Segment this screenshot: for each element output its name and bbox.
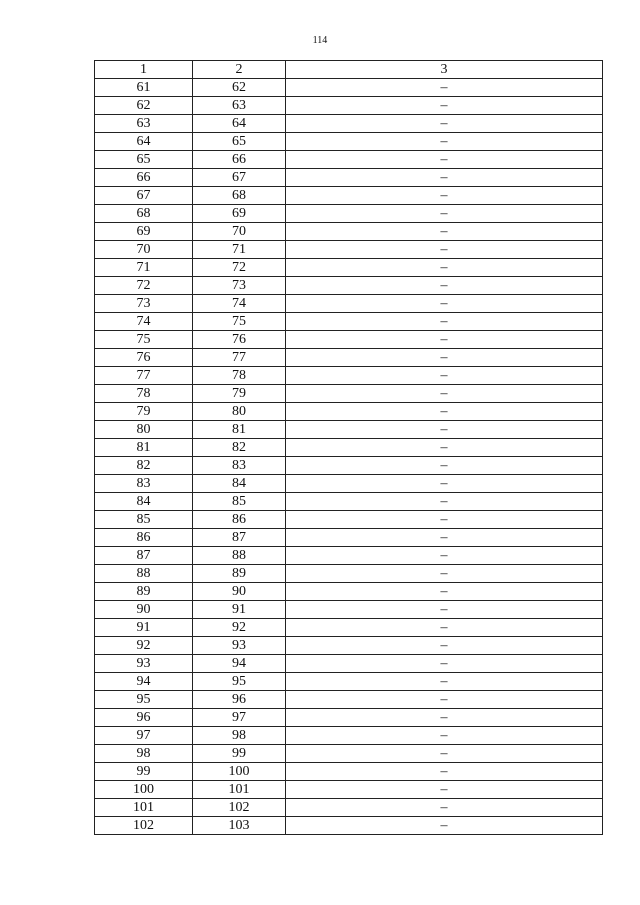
- table-cell-col-2: 98: [193, 727, 286, 745]
- table-row: [95, 691, 603, 709]
- table-row: [95, 115, 603, 133]
- table-cell-col-2: 71: [193, 241, 286, 259]
- table-cell-col-3: –: [286, 745, 603, 763]
- table-cell-col-3: –: [286, 565, 603, 583]
- table-cell-col-1: 67: [95, 187, 193, 205]
- table-cell-col-1: 100: [95, 781, 193, 799]
- table-row: [95, 799, 603, 817]
- table-row: [95, 259, 603, 277]
- table-cell-col-2: 81: [193, 421, 286, 439]
- table-cell-col-3: –: [286, 529, 603, 547]
- table-cell-col-2: 103: [193, 817, 286, 835]
- table-cell-col-3: –: [286, 817, 603, 835]
- table-cell-col-1: 63: [95, 115, 193, 133]
- table-cell-col-2: 80: [193, 403, 286, 421]
- table-cell-col-1: 90: [95, 601, 193, 619]
- table-cell-col-3: –: [286, 673, 603, 691]
- table-cell-col-2: 70: [193, 223, 286, 241]
- table-cell-col-2: 83: [193, 457, 286, 475]
- table-cell-col-3: –: [286, 97, 603, 115]
- table-cell-col-3: –: [286, 295, 603, 313]
- table-cell-col-2: 90: [193, 583, 286, 601]
- table-cell-col-3: –: [286, 493, 603, 511]
- table-row: [95, 727, 603, 745]
- table-body: [95, 61, 603, 835]
- table-cell-col-2: 73: [193, 277, 286, 295]
- table-cell-col-1: 82: [95, 457, 193, 475]
- table-cell-col-2: 91: [193, 601, 286, 619]
- table-cell-col-2: 76: [193, 331, 286, 349]
- table-cell-col-1: 75: [95, 331, 193, 349]
- table-cell-col-1: 80: [95, 421, 193, 439]
- table-cell-col-2: 87: [193, 529, 286, 547]
- table-cell-col-1: 72: [95, 277, 193, 295]
- table-row: [95, 241, 603, 259]
- table-row: [95, 367, 603, 385]
- table-cell-col-1: 74: [95, 313, 193, 331]
- table-row: [95, 745, 603, 763]
- table-cell-col-3: –: [286, 655, 603, 673]
- table-header-row: [95, 61, 603, 79]
- table-cell-col-1: 97: [95, 727, 193, 745]
- table-row: [95, 331, 603, 349]
- table-cell-col-1: 86: [95, 529, 193, 547]
- table-cell-col-1: 78: [95, 385, 193, 403]
- table-row: [95, 439, 603, 457]
- table-cell-col-2: 63: [193, 97, 286, 115]
- table-cell-col-2: 84: [193, 475, 286, 493]
- table-cell-col-3: –: [286, 439, 603, 457]
- table-cell-col-1: 66: [95, 169, 193, 187]
- table-cell-col-1: 61: [95, 79, 193, 97]
- table-row: [95, 583, 603, 601]
- table-cell-col-3: –: [286, 331, 603, 349]
- column-header-3: 3: [286, 61, 603, 79]
- column-header-2: 2: [193, 61, 286, 79]
- table-row: [95, 187, 603, 205]
- table-cell-col-3: –: [286, 781, 603, 799]
- table-cell-col-2: 69: [193, 205, 286, 223]
- table-cell-col-2: 74: [193, 295, 286, 313]
- table-row: [95, 511, 603, 529]
- table-cell-col-2: 93: [193, 637, 286, 655]
- table-cell-col-1: 70: [95, 241, 193, 259]
- table-row: [95, 313, 603, 331]
- table-row: [95, 205, 603, 223]
- table-cell-col-2: 85: [193, 493, 286, 511]
- table-cell-col-2: 72: [193, 259, 286, 277]
- table-row: [95, 97, 603, 115]
- table-cell-col-3: –: [286, 601, 603, 619]
- table-cell-col-2: 64: [193, 115, 286, 133]
- table-cell-col-2: 67: [193, 169, 286, 187]
- table-cell-col-3: –: [286, 727, 603, 745]
- table-cell-col-3: –: [286, 223, 603, 241]
- table-cell-col-2: 75: [193, 313, 286, 331]
- data-table: [94, 60, 603, 835]
- table-cell-col-1: 101: [95, 799, 193, 817]
- table-cell-col-1: 88: [95, 565, 193, 583]
- table-cell-col-3: –: [286, 799, 603, 817]
- table-cell-col-3: –: [286, 547, 603, 565]
- table-cell-col-1: 62: [95, 97, 193, 115]
- table-cell-col-2: 102: [193, 799, 286, 817]
- table-row: [95, 475, 603, 493]
- table-cell-col-2: 89: [193, 565, 286, 583]
- table-cell-col-2: 100: [193, 763, 286, 781]
- table-cell-col-1: 64: [95, 133, 193, 151]
- table-cell-col-2: 65: [193, 133, 286, 151]
- table-cell-col-3: –: [286, 763, 603, 781]
- table-cell-col-1: 73: [95, 295, 193, 313]
- table-cell-col-3: –: [286, 133, 603, 151]
- table-cell-col-1: 94: [95, 673, 193, 691]
- table-cell-col-1: 99: [95, 763, 193, 781]
- table-cell-col-2: 66: [193, 151, 286, 169]
- table-cell-col-1: 96: [95, 709, 193, 727]
- table-cell-col-3: –: [286, 205, 603, 223]
- table-cell-col-3: –: [286, 421, 603, 439]
- table-row: [95, 295, 603, 313]
- table-cell-col-2: 62: [193, 79, 286, 97]
- table-row: [95, 79, 603, 97]
- table-cell-col-3: –: [286, 79, 603, 97]
- table-cell-col-2: 79: [193, 385, 286, 403]
- table-cell-col-2: 88: [193, 547, 286, 565]
- table-cell-col-3: –: [286, 259, 603, 277]
- table-cell-col-2: 101: [193, 781, 286, 799]
- table-cell-col-3: –: [286, 169, 603, 187]
- table-row: [95, 223, 603, 241]
- table-row: [95, 133, 603, 151]
- table-row: [95, 781, 603, 799]
- table-cell-col-1: 91: [95, 619, 193, 637]
- table-cell-col-1: 92: [95, 637, 193, 655]
- table-row: [95, 709, 603, 727]
- table-row: [95, 817, 603, 835]
- column-header-1: 1: [95, 61, 193, 79]
- table-cell-col-2: 96: [193, 691, 286, 709]
- table-row: [95, 529, 603, 547]
- table-cell-col-1: 79: [95, 403, 193, 421]
- table-cell-col-2: 99: [193, 745, 286, 763]
- table-cell-col-2: 78: [193, 367, 286, 385]
- table-row: [95, 547, 603, 565]
- table-row: [95, 277, 603, 295]
- table-cell-col-2: 97: [193, 709, 286, 727]
- table-cell-col-3: –: [286, 367, 603, 385]
- table-cell-col-1: 68: [95, 205, 193, 223]
- table-row: [95, 421, 603, 439]
- table-row: [95, 673, 603, 691]
- table-cell-col-2: 92: [193, 619, 286, 637]
- table-cell-col-2: 68: [193, 187, 286, 205]
- table-cell-col-2: 86: [193, 511, 286, 529]
- table-row: [95, 601, 603, 619]
- table-cell-col-2: 77: [193, 349, 286, 367]
- table-cell-col-3: –: [286, 457, 603, 475]
- table-cell-col-1: 76: [95, 349, 193, 367]
- table-cell-col-1: 98: [95, 745, 193, 763]
- table-cell-col-3: –: [286, 583, 603, 601]
- table-cell-col-3: –: [286, 241, 603, 259]
- table-cell-col-3: –: [286, 619, 603, 637]
- table-cell-col-3: –: [286, 115, 603, 133]
- table-cell-col-1: 87: [95, 547, 193, 565]
- table-cell-col-3: –: [286, 349, 603, 367]
- table-row: [95, 619, 603, 637]
- table-cell-col-3: –: [286, 475, 603, 493]
- table-row: [95, 493, 603, 511]
- table-cell-col-3: –: [286, 511, 603, 529]
- table-row: [95, 151, 603, 169]
- table-cell-col-1: 102: [95, 817, 193, 835]
- table-cell-col-2: 82: [193, 439, 286, 457]
- page-number: 114: [312, 35, 328, 46]
- table-cell-col-2: 94: [193, 655, 286, 673]
- table-cell-col-3: –: [286, 403, 603, 421]
- table-row: [95, 169, 603, 187]
- table-cell-col-2: 95: [193, 673, 286, 691]
- table-row: [95, 403, 603, 421]
- table-cell-col-3: –: [286, 151, 603, 169]
- table-cell-col-1: 69: [95, 223, 193, 241]
- table-cell-col-1: 83: [95, 475, 193, 493]
- table-cell-col-1: 77: [95, 367, 193, 385]
- table-cell-col-1: 85: [95, 511, 193, 529]
- table-cell-col-1: 95: [95, 691, 193, 709]
- table-cell-col-3: –: [286, 385, 603, 403]
- table-row: [95, 565, 603, 583]
- table-row: [95, 349, 603, 367]
- table-cell-col-1: 89: [95, 583, 193, 601]
- table-cell-col-3: –: [286, 277, 603, 295]
- table-cell-col-3: –: [286, 313, 603, 331]
- table-row: [95, 385, 603, 403]
- table-row: [95, 457, 603, 475]
- table-cell-col-1: 71: [95, 259, 193, 277]
- table-cell-col-1: 93: [95, 655, 193, 673]
- table-cell-col-1: 65: [95, 151, 193, 169]
- table-cell-col-1: 84: [95, 493, 193, 511]
- table-cell-col-3: –: [286, 637, 603, 655]
- table-row: [95, 655, 603, 673]
- table-cell-col-1: 81: [95, 439, 193, 457]
- table-row: [95, 637, 603, 655]
- table-cell-col-3: –: [286, 691, 603, 709]
- table-cell-col-3: –: [286, 187, 603, 205]
- table-row: [95, 763, 603, 781]
- table-cell-col-3: –: [286, 709, 603, 727]
